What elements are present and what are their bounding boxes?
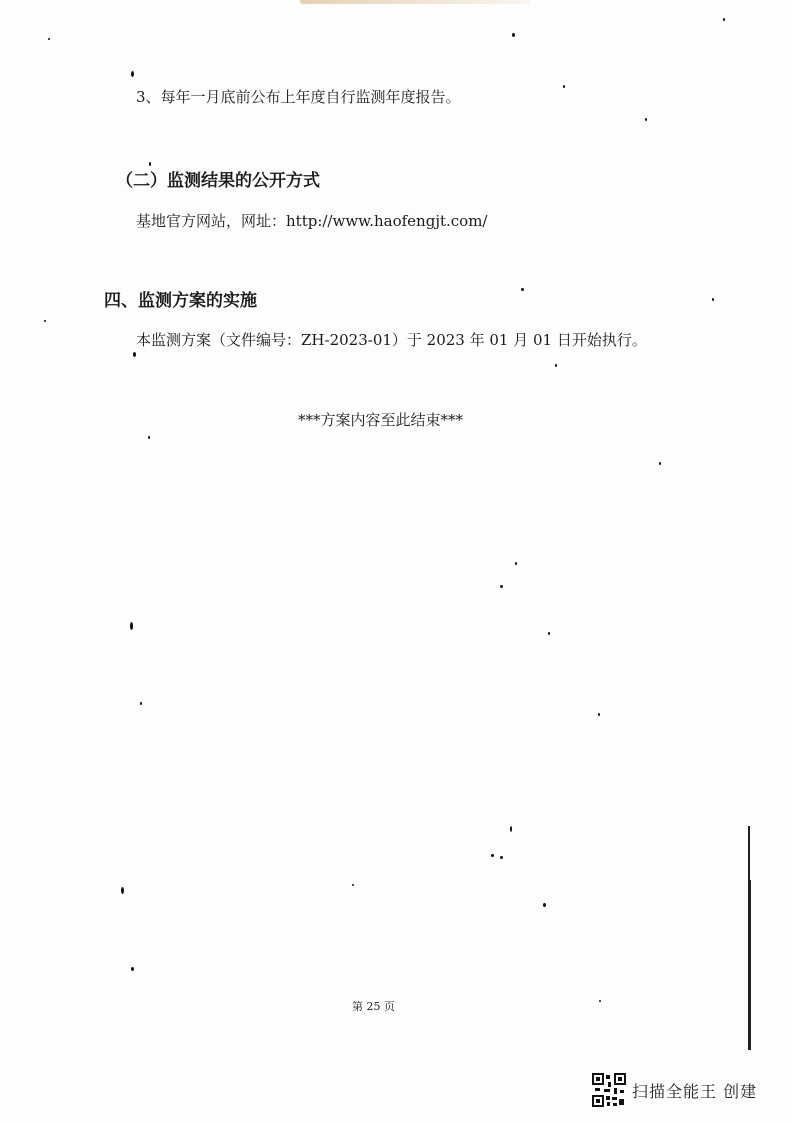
scan-speck xyxy=(140,702,142,705)
scan-speck xyxy=(131,967,134,971)
scan-speck xyxy=(133,352,136,357)
scan-speck xyxy=(500,856,503,859)
page-number: 第 25 页 xyxy=(352,1000,395,1013)
scan-speck xyxy=(130,622,133,630)
monitoring-report-item-3: 3、每年一月底前公布上年度自行监测年度报告。 xyxy=(136,88,461,106)
scan-speck xyxy=(563,85,565,88)
scan-speck xyxy=(48,38,50,40)
scan-speck xyxy=(598,713,600,716)
scan-speck xyxy=(131,71,134,77)
scan-speck xyxy=(712,298,714,301)
section-2-heading: （二）监测结果的公开方式 xyxy=(116,171,320,191)
scan-edge-streak xyxy=(748,880,751,1050)
website-line: 基地官方网站，网址：http://www.haofengjt.com/ xyxy=(136,212,488,230)
scan-speck xyxy=(148,436,150,439)
scan-smudge xyxy=(300,0,530,4)
scan-speck xyxy=(515,562,517,565)
scan-speck xyxy=(352,884,354,886)
scan-speck xyxy=(521,288,524,291)
scan-speck xyxy=(555,364,557,367)
scan-speck xyxy=(491,854,494,857)
scan-speck xyxy=(543,903,546,907)
qr-code-icon xyxy=(592,1073,626,1107)
implementation-line: 本监测方案（文件编号：ZH-2023-01）于 2023 年 01 月 01 日开始执行。 xyxy=(136,331,647,349)
scan-speck xyxy=(659,462,661,465)
scan-speck xyxy=(510,826,512,832)
scan-speck xyxy=(645,118,647,121)
scan-speck xyxy=(149,162,151,166)
scan-speck xyxy=(44,320,46,322)
section-4-heading: 四、监测方案的实施 xyxy=(104,291,257,311)
scan-speck xyxy=(121,887,124,894)
scan-speck xyxy=(512,33,515,37)
scan-speck xyxy=(723,18,725,21)
end-marker: ***方案内容至此结束*** xyxy=(298,411,464,429)
scanner-watermark xyxy=(592,1072,757,1108)
scan-speck xyxy=(548,632,550,635)
scan-speck xyxy=(599,1000,601,1002)
scan-edge-streak xyxy=(748,826,750,886)
scanner-brand-text: 扫描全能王 创建 xyxy=(632,1081,758,1101)
scan-speck xyxy=(500,585,503,588)
